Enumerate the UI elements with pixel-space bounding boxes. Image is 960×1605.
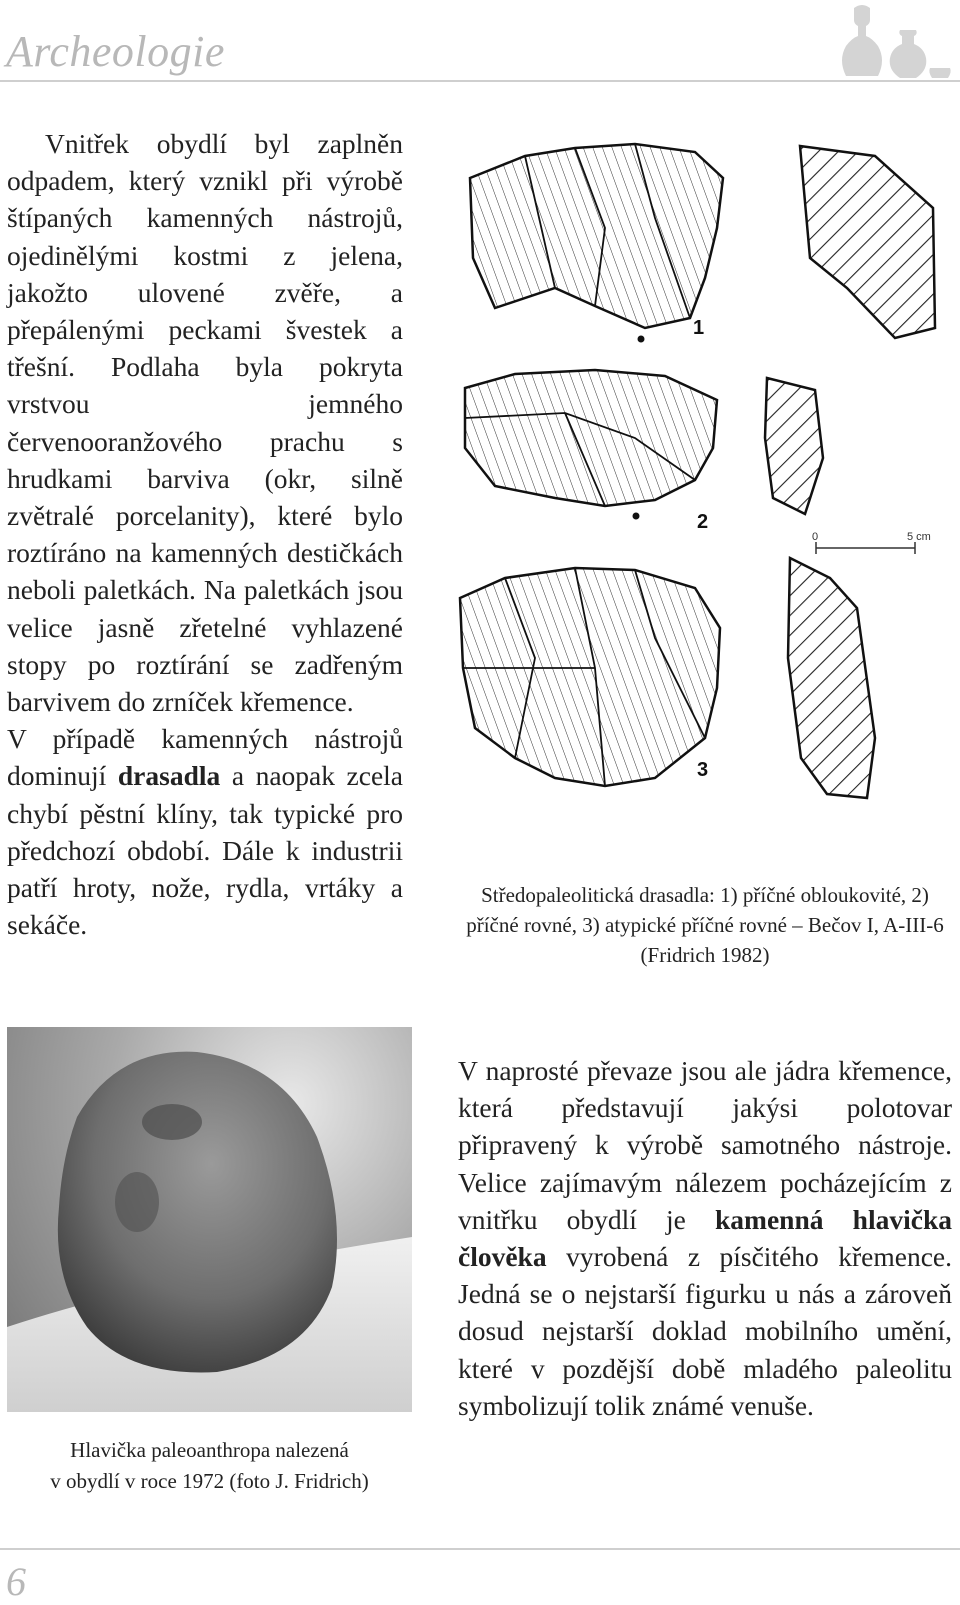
photo-caption — [7, 1435, 412, 1497]
page-number: 6 — [6, 1559, 26, 1604]
paragraph: V případě kamenných nástrojů dominují drasadla a naopak zcela chybí pěstní klíny, tak typické pro předchozí období. Dále k industrii patří hroty, nože, rydla, vrtáky a sekáče. — [7, 723, 403, 941]
scraper-drawings-figure — [455, 138, 960, 838]
left-column-text — [7, 125, 403, 943]
scale-bar — [816, 542, 915, 554]
bold-term: drasadla — [117, 760, 221, 792]
drawings-caption: Středopaleolitická drasadla: 1) příčné obloukovité, 2) příčné rovné, 3) atypické příčné rovné – Bečov I, A-III-6 (Fridrich 1982) — [466, 883, 944, 967]
scraper-2-drawing — [465, 370, 823, 514]
stone-head-photo — [7, 1027, 412, 1412]
figure-label-3: 3 — [697, 759, 709, 781]
photo-caption-line: v obydlí v roce 1972 (foto J. Fridrich) — [50, 1469, 369, 1493]
stone-head-image — [7, 1027, 412, 1412]
scale-start-label: 0 — [812, 531, 819, 543]
header-divider — [0, 80, 960, 82]
scale-end-label: 5 cm — [907, 531, 931, 543]
paragraph: V naprosté převaze jsou ale jádra křemence, která představují jakýsi polotovar připravený k výrobě samotného nástroje. Velice zajímavým nálezem pocházejícím z vnitřku obydlí je kamenná hlavička člověka vyrobená z písčitého křemence. Jedná se o nejstarší figurku u nás a zároveň dosud nejstarší doklad mobilního umění, které v pozdější době mladého paleolitu symbolizují tolik známé venuše. — [458, 1055, 952, 1421]
paragraph: Vnitřek obydlí byl zaplněn odpadem, který vznikl při výrobě štípaných kamenných nástrojů, ojedinělými kostmi z jelena, jakožto ulovené zvěře, a přepálenými peckami švestek a třešní. Podlaha byla pokryta vrstvou jemného červenooranžového prachu s hrudkami barviva (okr, silně zvětralé porcelanity), které bylo roztíráno na kamenných destičkách neboli paletkách. Na paletkách jsou velice jasně zřetelné vyhlazené stopy po roztírání se zadřeným barvivem do zrníček křemence. — [7, 128, 403, 718]
photo-caption-line: Hlavička paleoanthropa nalezená — [70, 1438, 349, 1462]
figure-label-1: 1 — [693, 317, 705, 339]
right-column-text — [458, 1052, 952, 1424]
pottery-vessels-logo — [832, 0, 960, 80]
scraper-1-drawing — [470, 144, 935, 338]
bold-term: kamenná hlavička člověka — [458, 1203, 952, 1273]
scraper-3-drawing — [460, 558, 875, 798]
section-title: Archeologie — [6, 27, 225, 76]
footer-divider — [0, 1548, 960, 1550]
figure-label-2: 2 — [697, 511, 709, 533]
